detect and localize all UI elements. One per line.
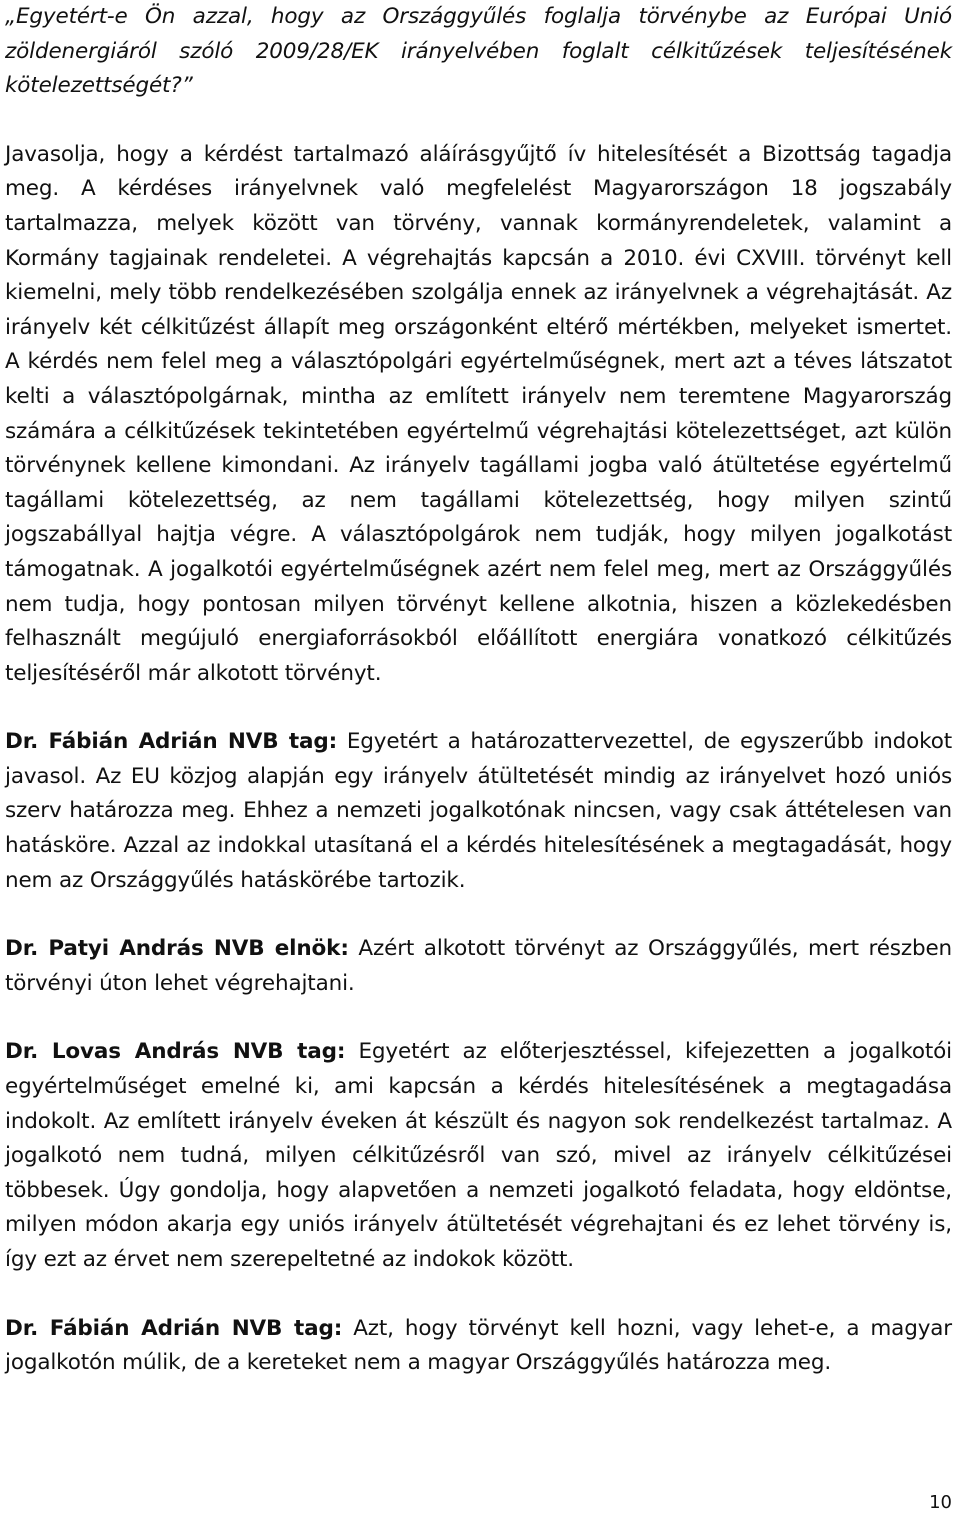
speaker-name: Dr. Fábián Adrián NVB tag: (5, 1315, 343, 1341)
speaker-statement-2 (5, 932, 952, 1001)
page-number: 10 (929, 1492, 952, 1513)
referendum-question-quote: „Egyetért-e Ön azzal, hogy az Országgyűlés foglalja törvénybe az Európai Unió zöldenergiáról szóló 2009/28/EK irányelvében foglalt célkitűzések teljesítésének kötelezettségét?” (5, 4, 952, 99)
speaker-text: Azért alkotott törvényt az Országgyűlés, mert részben törvényi úton lehet végrehajtani. (5, 936, 953, 996)
speaker-statement-1 (5, 725, 952, 898)
speaker-text: Egyetért az előterjesztéssel, kifejezetten a jogalkotói egyértelműséget emelné ki, ami kapcsán a kérdés hitelesítésének a megtagadása indokolt. Az említett irányelv éveken át készült és nagyon sok rendelkezést tartalmaz. A jogalkotó nem tudná, milyen célkitűzésről van szó, mivel az irányelv célkitűzései többesek. Úgy gondolja, hogy alapvetően a nemzeti jogalkotó feladata, hogy eldöntse, milyen módon akarja egy uniós irányelv átültetését végrehajtani és ez lehet törvény is, így ezt az érvet nem szerepeltetné az indokok között. (5, 1039, 952, 1272)
document-page (5, 0, 952, 1381)
speaker-text: Azt, hogy törvényt kell hozni, vagy lehet-e, a magyar jogalkotón múlik, de a kereteket nem a magyar Országgyűlés határozza meg. (5, 1315, 952, 1376)
speaker-statement-4 (5, 1312, 952, 1381)
speaker-name: Dr. Patyi András NVB elnök: (5, 936, 349, 962)
speaker-statement-3 (5, 1035, 952, 1277)
speaker-name: Dr. Lovas András NVB tag: (5, 1039, 346, 1065)
speaker-name: Dr. Fábián Adrián NVB tag: (5, 729, 338, 755)
paragraph-recommendation: Javasolja, hogy a kérdést tartalmazó aláírásgyűjtő ív hitelesítését a Bizottság tagadja meg. A kérdéses irányelvnek való megfelelést Magyarországon 18 jogszabály tartalmazza, melyek között van törvény, vannak kormányrendeletek, valamint a Kormány tagjainak rendeletei. A végrehajtás kapcsán a 2010. évi CXVIII. törvényt kell kiemelni, mely több rendelkezésében szolgálja ennek az irányelvnek a végrehajtását. Az irányelv két célkitűzést állapít meg országonként eltérő mértékben, melyeket ismertet. A kérdés nem felel meg a választópolgári egyértelműségnek, mert azt a téves látszatot kelti a választópolgárnak, mintha az említett irányelv nem teremtene Magyarország számára a célkitűzések tekintetében egyértelmű végrehajtási kötelezettséget, azt külön törvénynek kellene kimondani. Az irányelv tagállami jogba való átültetése egyértelmű tagállami kötelezettség, az nem tagállami kötelezettség, hogy milyen szintű jogszabállyal hajtja végre. A választópolgárok nem tudják, hogy milyen jogalkotást támogatnak. A jogalkotói egyértelműségnek azért nem felel meg, mert az Országgyűlés nem tudja, hogy pontosan milyen törvényt kellene alkotnia, hiszen a közlekedésben felhasznált megújuló energiaforrásokból előállított energiára vonatkozó célkitűzés teljesítéséről már alkotott törvényt. (5, 141, 952, 686)
speaker-text: Egyetért a határozattervezettel, de egyszerűbb indokot javasol. Az EU közjog alapján egy irányelv átültetését mindig az irányelvet hozó uniós szerv határozza meg. Ehhez a nemzeti jogalkotónak nincsen, vagy csak áttételesen van hatásköre. Azzal az indokkal utasítaná el a kérdés hitelesítésének a megtagadását, hogy nem az Országgyűlés hatáskörébe tartozik. (5, 729, 952, 893)
